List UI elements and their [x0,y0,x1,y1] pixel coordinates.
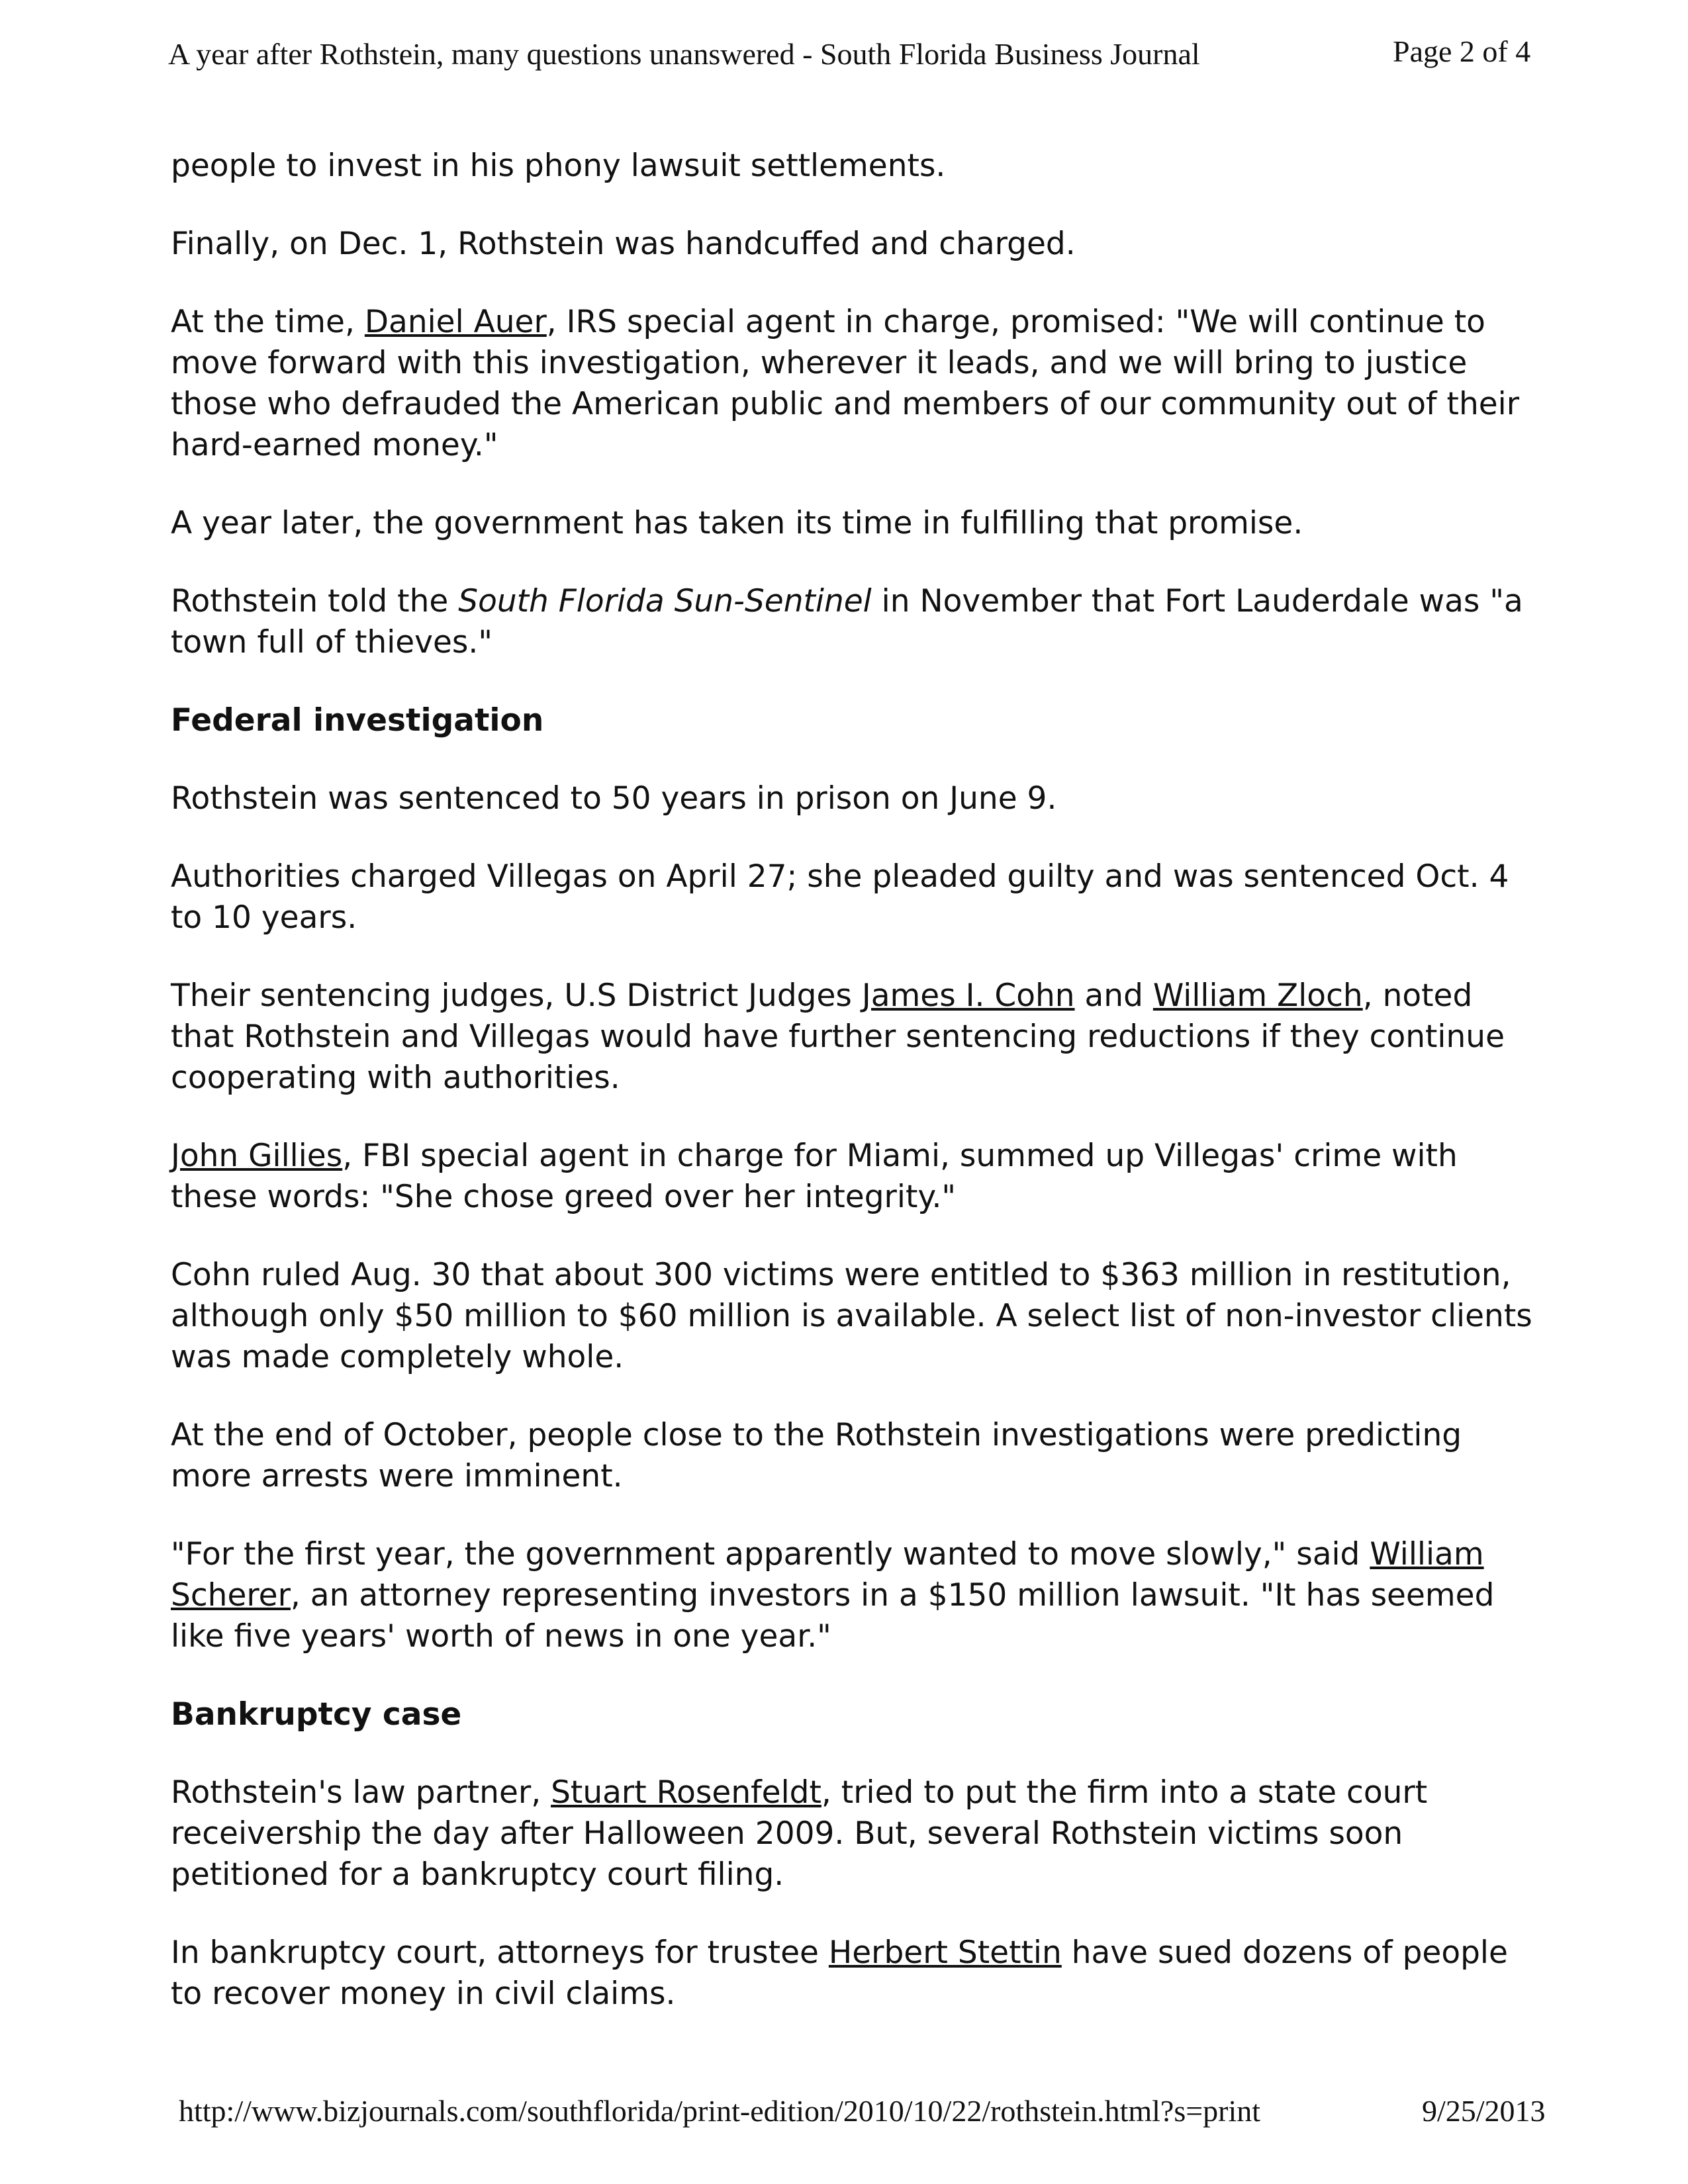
paragraph-8 [171,976,1534,1099]
header-title: A year after Rothstein, many questions unanswered - South Florida Business Journal [168,37,1200,71]
paragraph-9-text-end: , FBI special agent in charge for Miami, summed up Villegas' crime with these words: "She chose greed over her integrity." [171,1138,1458,1215]
paragraph-8-text-start: Their sentencing judges, U.S District Judges [171,978,862,1014]
footer-url: http://www.bizjournals.com/southflorida/print-edition/2010/10/22/rothstein.html?s=print [179,2094,1261,2128]
paragraph-5-text-start: Rothstein told the [171,583,459,619]
paragraph-12 [171,1534,1534,1657]
link-daniel-auer[interactable]: Daniel Auer [364,304,547,340]
section-heading-bankruptcy-case: Bankruptcy case [171,1696,462,1733]
paragraph-3-text-end: , IRS special agent in charge, promised: "We will continue to move forward with this investigation, wherever it leads, and we will bring to justice those who defrauded the American public and members of our community out of their hard-earned money." [171,304,1520,463]
link-william-zloch[interactable]: William Zloch [1152,978,1363,1014]
paragraph-3 [171,302,1534,466]
paragraph-13-text-end: , tried to put the firm into a state court receivership the day after Halloween 2009. But, several Rothstein victims soon petitioned for a bankruptcy court filing. [171,1774,1428,1893]
paragraph-2: Finally, on Dec. 1, Rothstein was handcuffed and charged. [171,226,1076,262]
paragraph-5 [171,581,1534,663]
paragraph-12-text-start: "For the first year, the government apparently wanted to move slowly," said [171,1536,1370,1572]
paragraph-5-text-end: in November that Fort Lauderdale was "a town full of thieves." [171,583,1523,660]
paragraph-13-text-start: Rothstein's law partner, [171,1774,551,1811]
paragraph-14-text-start: In bankruptcy court, attorneys for trustee [171,1934,829,1971]
paragraph-1: people to invest in his phony lawsuit settlements. [171,148,946,184]
link-john-gillies[interactable]: John Gillies [171,1138,343,1174]
paragraph-14 [171,1933,1534,2015]
paragraph-7: Authorities charged Villegas on April 27; she pleaded guilty and was sentenced Oct. 4 to 10 years. [171,858,1509,936]
paragraph-10: Cohn ruled Aug. 30 that about 300 victims were entitled to $363 million in restitution, although only $50 million to $60 million is available. A select list of non-investor clients was made completely whole. [171,1257,1532,1375]
publication-name: South Florida Sun-Sentinel [458,583,872,619]
paragraph-14-text-end: have sued dozens of people to recover money in civil claims. [171,1934,1508,2012]
paragraph-12-text-end: , an attorney representing investors in a $150 million lawsuit. "It has seemed like five years' worth of news in one year." [171,1577,1495,1655]
paragraph-3-text-start: At the time, [171,304,365,340]
paragraph-13 [171,1772,1534,1895]
link-william-scherer[interactable]: William Scherer [171,1536,1484,1614]
paragraph-4: A year later, the government has taken its time in fulfilling that promise. [171,505,1303,541]
paragraph-8-text-end: , noted that Rothstein and Villegas would have further sentencing reductions if they continue cooperating with authorities. [171,978,1505,1096]
link-herbert-stettin[interactable]: Herbert Stettin [828,1934,1062,1971]
paragraph-8-text-mid: and [1074,978,1153,1014]
section-heading-federal-investigation: Federal investigation [171,702,544,739]
paragraph-6: Rothstein was sentenced to 50 years in prison on June 9. [171,780,1057,817]
page-number: Page 2 of 4 [1393,34,1531,68]
footer-date: 9/25/2013 [1422,2094,1546,2128]
link-james-cohn[interactable]: James I. Cohn [861,978,1075,1014]
article-body [171,146,1534,2052]
paragraph-9 [171,1136,1534,1218]
link-stuart-rosenfeldt[interactable]: Stuart Rosenfeldt [551,1774,821,1811]
paragraph-11: At the end of October, people close to the Rothstein investigations were predicting more arrests were imminent. [171,1417,1462,1494]
